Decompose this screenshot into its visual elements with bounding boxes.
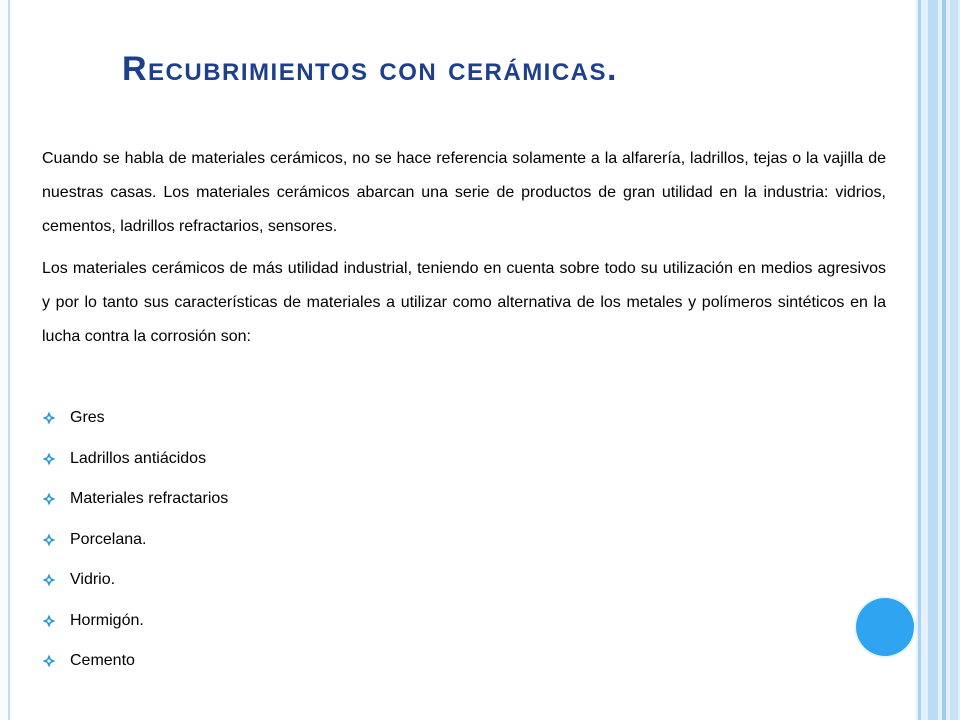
list-item xyxy=(42,479,228,520)
list-item-label: Hormigón. xyxy=(70,611,144,629)
left-border-decoration xyxy=(0,0,10,720)
paragraph-industrial: Los materiales cerámicos de más utilidad industrial, teniendo en cuenta sobre todo su utilización en medios agresivos y por lo tanto sus características de materiales a utilizar como alternativa de los metales y polímeros sintéticos en la lucha contra la corrosión son: xyxy=(42,260,886,345)
diamond-bullet-icon xyxy=(42,452,56,466)
circle-decoration xyxy=(856,598,914,656)
diamond-bullet-icon xyxy=(42,573,56,587)
list-item-label: Materiales refractarios xyxy=(70,490,229,508)
materials-list xyxy=(42,398,228,682)
list-item-label: Gres xyxy=(70,409,105,427)
slide-body xyxy=(42,142,886,362)
list-item xyxy=(42,641,228,682)
list-item-label: Vidrio. xyxy=(70,571,116,589)
list-item xyxy=(42,560,228,601)
list-item xyxy=(42,439,228,480)
paragraph-intro: Cuando se habla de materiales cerámicos, no se hace referencia solamente a la alfarería, ladrillos, tejas o la vajilla de nuestras casas. Los materiales cerámicos abarcan una serie de productos de gran utilidad en la industria: vidrios, cementos, ladrillos refractarios, sensores. xyxy=(42,150,886,235)
stripe-line xyxy=(918,0,921,720)
list-item xyxy=(42,398,228,439)
diamond-bullet-icon xyxy=(42,411,56,425)
diamond-bullet-icon xyxy=(42,614,56,628)
list-item-label: Ladrillos antiácidos xyxy=(70,449,207,467)
stripe-band xyxy=(928,0,938,720)
list-item-label: Porcelana. xyxy=(70,530,147,548)
diamond-bullet-icon xyxy=(42,492,56,506)
stripe-band xyxy=(950,0,958,720)
list-item xyxy=(42,601,228,642)
list-item xyxy=(42,520,228,561)
slide-title: Recubrimientos con cerámicas. xyxy=(122,50,618,88)
list-item-label: Cemento xyxy=(70,652,135,670)
stripe-line xyxy=(942,0,946,720)
diamond-bullet-icon xyxy=(42,533,56,547)
right-stripe-decoration xyxy=(916,0,960,720)
diamond-bullet-icon xyxy=(42,654,56,668)
